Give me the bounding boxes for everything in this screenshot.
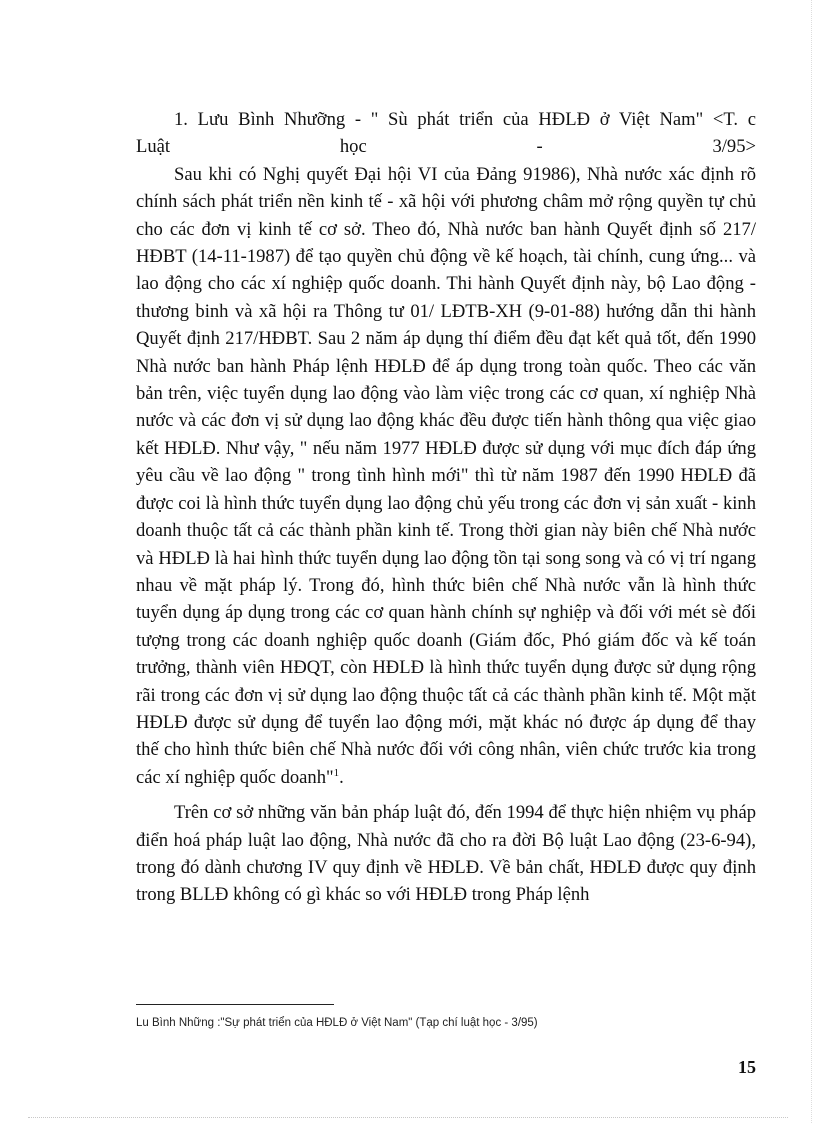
paragraph-1 bbox=[136, 161, 756, 791]
footnote-mark[interactable]: 1 bbox=[333, 766, 340, 779]
body-text bbox=[136, 106, 756, 909]
page-number: 15 bbox=[738, 1057, 756, 1077]
paragraph-2-text: Trên cơ sở những văn bản pháp luật đó, đến 1994 để thực hiện nhiệm vụ pháp điển hoá pháp luật lao động, Nhà nước đã cho ra đời Bộ luật Lao động (23-6-94), trong đó dành chương IV quy định về HĐLĐ. Về bản chất, HĐLĐ được quy định trong BLLĐ không có gì khác so với HĐLĐ trong Pháp lệnh bbox=[136, 802, 756, 906]
reference-line-1: 1. Lưu Bình Nhưỡng - " Sù phát triển của HĐLĐ ở Việt Nam" <T. c bbox=[174, 109, 756, 130]
paragraph-2 bbox=[136, 799, 756, 909]
page-bottom-border bbox=[28, 1117, 788, 1118]
paragraph-1-text: Sau khi có Nghị quyết Đại hội VI của Đảng 91986), Nhà nước xác định rõ chính sách phát triển nền kinh tế - xã hội với phương châm mở rộng quyền tự chủ cho các đơn vị kinh tế cơ sở. Theo đó, Nhà nước ban hành Quyết định số 217/ HĐBT (14-11-1987) để tạo quyền chủ động về kế hoạch, tài chính, cung ứng... và lao động cho các xí nghiệp quốc doanh. Thi hành Quyết định này, bộ Lao động - thương binh và xã hội ra Thông tư 01/ LĐTB-XH (9-01-88) hướng dẫn thi hành Quyết định 217/HĐBT. Sau 2 năm áp dụng thí điểm đều đạt kết quả tốt, đến 1990 Nhà nước ban hành Pháp lệnh HĐLĐ để áp dụng trong toàn quốc. Theo các văn bản trên, việc tuyển dụng lao động vào làm việc trong các cơ quan, xí nghiệp Nhà nước và các đơn vị sử dụng lao động khác đều được tiến hành thông qua việc giao kết HĐLĐ. Như vậy, " nếu năm 1977 HĐLĐ được sử dụng với mục đích đáp ứng yêu cầu về lao động " trong tình hình mới" thì từ năm 1987 đến 1990 HĐLĐ đã được coi là hình thức tuyển dụng lao động chủ yếu trong các đơn vị sản xuất - kinh doanh thuộc tất cả các thành phần kinh tế. Trong thời gian này biên chế Nhà nước và HĐLĐ là hai hình thức tuyển dụng lao động tồn tại song song và có vị trí ngang nhau về mặt pháp lý. Trong đó, hình thức biên chế Nhà nước vẫn là hình thức tuyển dụng áp dụng trong các cơ quan hành chính sự nghiệp và đối với mét sè đối tượng trong các doanh nghiệp quốc doanh (Giám đốc, Phó giám đốc và kế toán trưởng, thành viên HĐQT, còn HĐLĐ là hình thức tuyển dụng được sử dụng rộng rãi trong các đơn vị sử dụng lao động thuộc tất cả các thành phần kinh tế. Một mặt HĐLĐ được sử dụng để tuyển lao động mới, mặt khác nó được áp dụng để thay thế cho hình thức biên chế Nhà nước đối với công nhân, viên chức trước kia trong các xí nghiệp quốc doanh" bbox=[136, 163, 756, 788]
reference-citation bbox=[136, 106, 756, 161]
footnote-separator bbox=[136, 1004, 334, 1005]
footnote: Lu Bình Những :"Sự phát triển của HĐLĐ ở Việt Nam" (Tạp chí luật học - 3/95) bbox=[136, 1017, 538, 1029]
reference-line-2: Luật học - 3/95> bbox=[136, 136, 756, 158]
page-right-border bbox=[811, 0, 812, 1123]
paragraph-1-tail: . bbox=[339, 766, 344, 788]
